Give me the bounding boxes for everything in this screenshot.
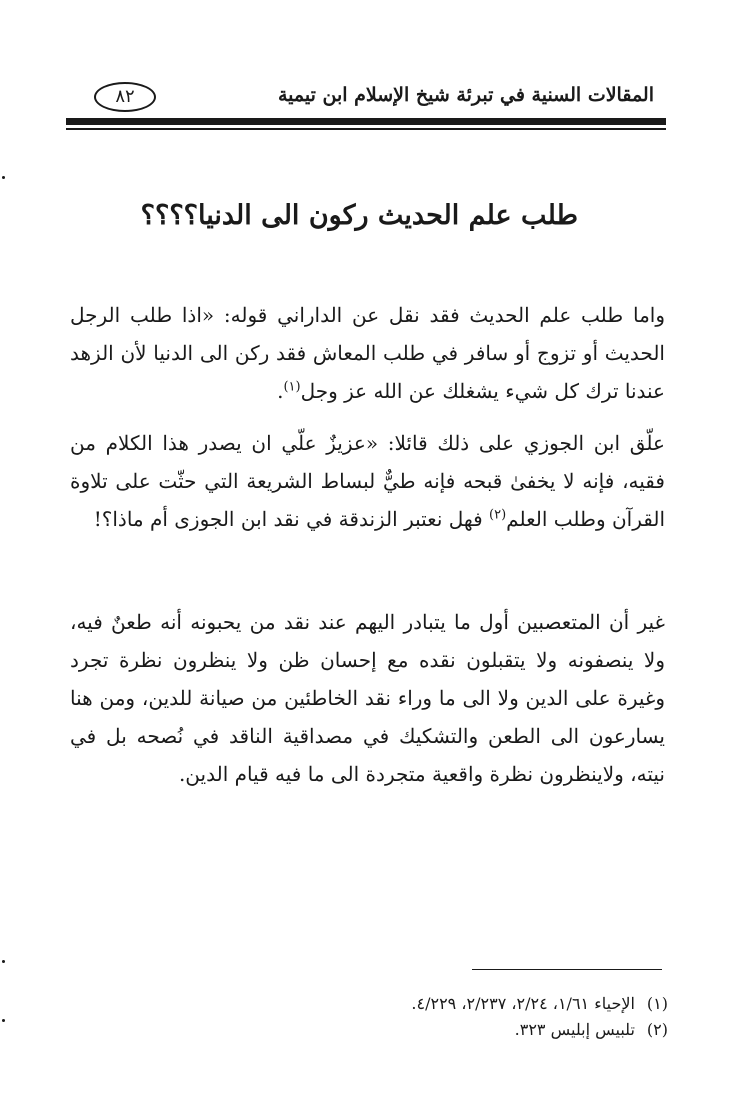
scan-mark [2,960,5,963]
footnote-1-number: (١) [646,994,668,1013]
paragraph-2-text: علّق ابن الجوزي على ذلك قائلا: «عزيزٌ علّي ان يصدر هذا الكلام من فقيه، فإنه لا يخفىٰ قبحه فإنه طيٌّ لبساط الشريعة التي حثّت على تلاوة القرآن وطلب العلم [70,431,665,531]
paragraph-1-tail: . [277,379,284,403]
footnote-2 [300,1017,668,1043]
footnote-separator [472,969,662,970]
footnote-1 [300,991,668,1017]
paragraph-1-text: واما طلب علم الحديث فقد نقل عن الداراني قوله: «اذا طلب الرجل الحديث أو تزوج أو سافر في طلب المعاش فقد ركن الى الدنيا لأن الزهد عندنا ترك كل شيء يشغلك عن الله عز وجل [70,303,666,403]
footnote-2-text: تلبيس إبليس ٣٢٣. [514,1020,635,1039]
running-header [66,80,666,114]
paragraph-1 [70,296,665,410]
header-title: المقالات السنية في تبرئة شيخ الإسلام ابن تيمية [277,84,654,106]
footnote-ref-1: (١) [283,379,301,395]
footnotes [300,991,668,1043]
paragraph-3-text: غير أن المتعصبين أول ما يتبادر اليهم عند نقد من يحبونه أنه طعنٌ فيه، ولا ينصفونه ولا يتقبلون نقده مع إحسان ظن ولا ينظرون نظرة تجرد وغيرة على الدين ولا الى ما وراء نقد الخاطئين من صيانة للدين، ومن هنا يسارعون الى الطعن والتشكيك في مصداقية الناقد في نُصحه بل في نيته، ولاينظرون نظرة واقعية متجردة الى ما فيه قيام الدين. [70,610,665,786]
paragraph-2 [70,424,665,538]
scan-mark [2,176,5,179]
header-rule-thick [66,118,666,125]
footnote-2-number: (٢) [646,1020,668,1039]
footnote-1-text: الإحياء ١/٦١، ٢/٢٤، ٢/٢٣٧، ٤/٢٢٩. [411,994,635,1013]
header-rule-thin [66,128,666,130]
paragraph-2-tail: فهل نعتبر الزندقة في نقد ابن الجوزى أم ماذا؟! [93,507,490,531]
scan-mark [2,1019,5,1022]
footnote-ref-2: (٢) [489,507,507,523]
paragraph-3 [70,603,665,793]
page-number-badge: ٨٢ [94,82,156,112]
section-title: طلب علم الحديث ركون الى الدنيا؟؟؟؟ [140,200,578,231]
